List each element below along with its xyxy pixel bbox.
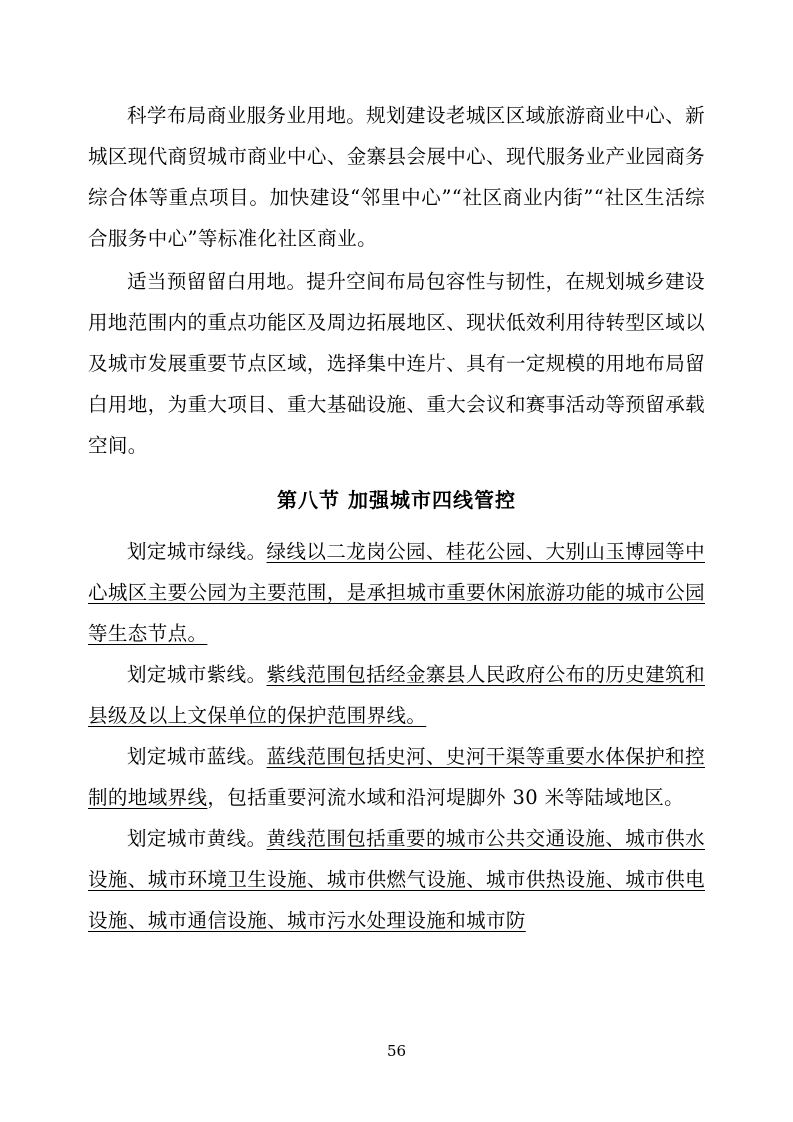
item-green-line-lead: 划定城市绿线。 [127, 540, 267, 563]
section-heading: 第八节 加强城市四线管控 [277, 488, 516, 512]
item-yellow-line-lead: 划定城市黄线。 [127, 827, 267, 850]
item-yellow-line [88, 818, 705, 941]
item-purple-line [88, 654, 705, 736]
item-blue-line-underlined: 蓝线范围包括史河、史河干渠等重要水体保护和控制的地域界线 [88, 745, 705, 809]
item-purple-line-underlined: 紫线范围包括经金寨县人民政府公布的历史建筑和县级及以上文保单位的保护范围界线。 [88, 663, 705, 727]
paragraph-reserved-land: 适当预留留白用地。提升空间布局包容性与韧性，在规划城乡建设用地范围内的重点功能区及周边拓展地区、现状低效利用待转型区域以及城市发展重要节点区域，选择集中连片、具有一定规模的用地布局留白用地，为重大项目、重大基础设施、重大会议和赛事活动等预留承载空间。 [88, 270, 705, 457]
item-green-line [88, 531, 705, 654]
item-yellow-line-underlined: 黄线范围包括重要的城市公共交通设施、城市供水设施、城市环境卫生设施、城市供燃气设施、城市供热设施、城市供电设施、城市通信设施、城市污水处理设施和城市防 [88, 827, 705, 932]
item-green-line-underlined: 绿线以二龙岗公园、桂花公园、大别山玉博园等中心城区主要公园为主要范围，是承担城市重要休闲旅游功能的城市公园等生态节点。 [88, 540, 705, 645]
item-blue-line-tail: ，包括重要河流水域和沿河堤脚外 30 米等陆域地区。 [207, 786, 685, 809]
paragraph-commercial-land: 科学布局商业服务业用地。规划建设老城区区域旅游商业中心、新城区现代商贸城市商业中心、金寨县会展中心、现代服务业产业园商务综合体等重点项目。加快建设“邻里中心”“社区商业内街”“社区生活综合服务中心”等标准化社区商业。 [88, 104, 705, 250]
item-blue-line [88, 736, 705, 818]
item-blue-line-lead: 划定城市蓝线。 [127, 745, 267, 768]
page-number: 56 [386, 1042, 407, 1060]
item-purple-line-lead: 划定城市紫线。 [127, 663, 267, 686]
document-body [88, 95, 705, 941]
